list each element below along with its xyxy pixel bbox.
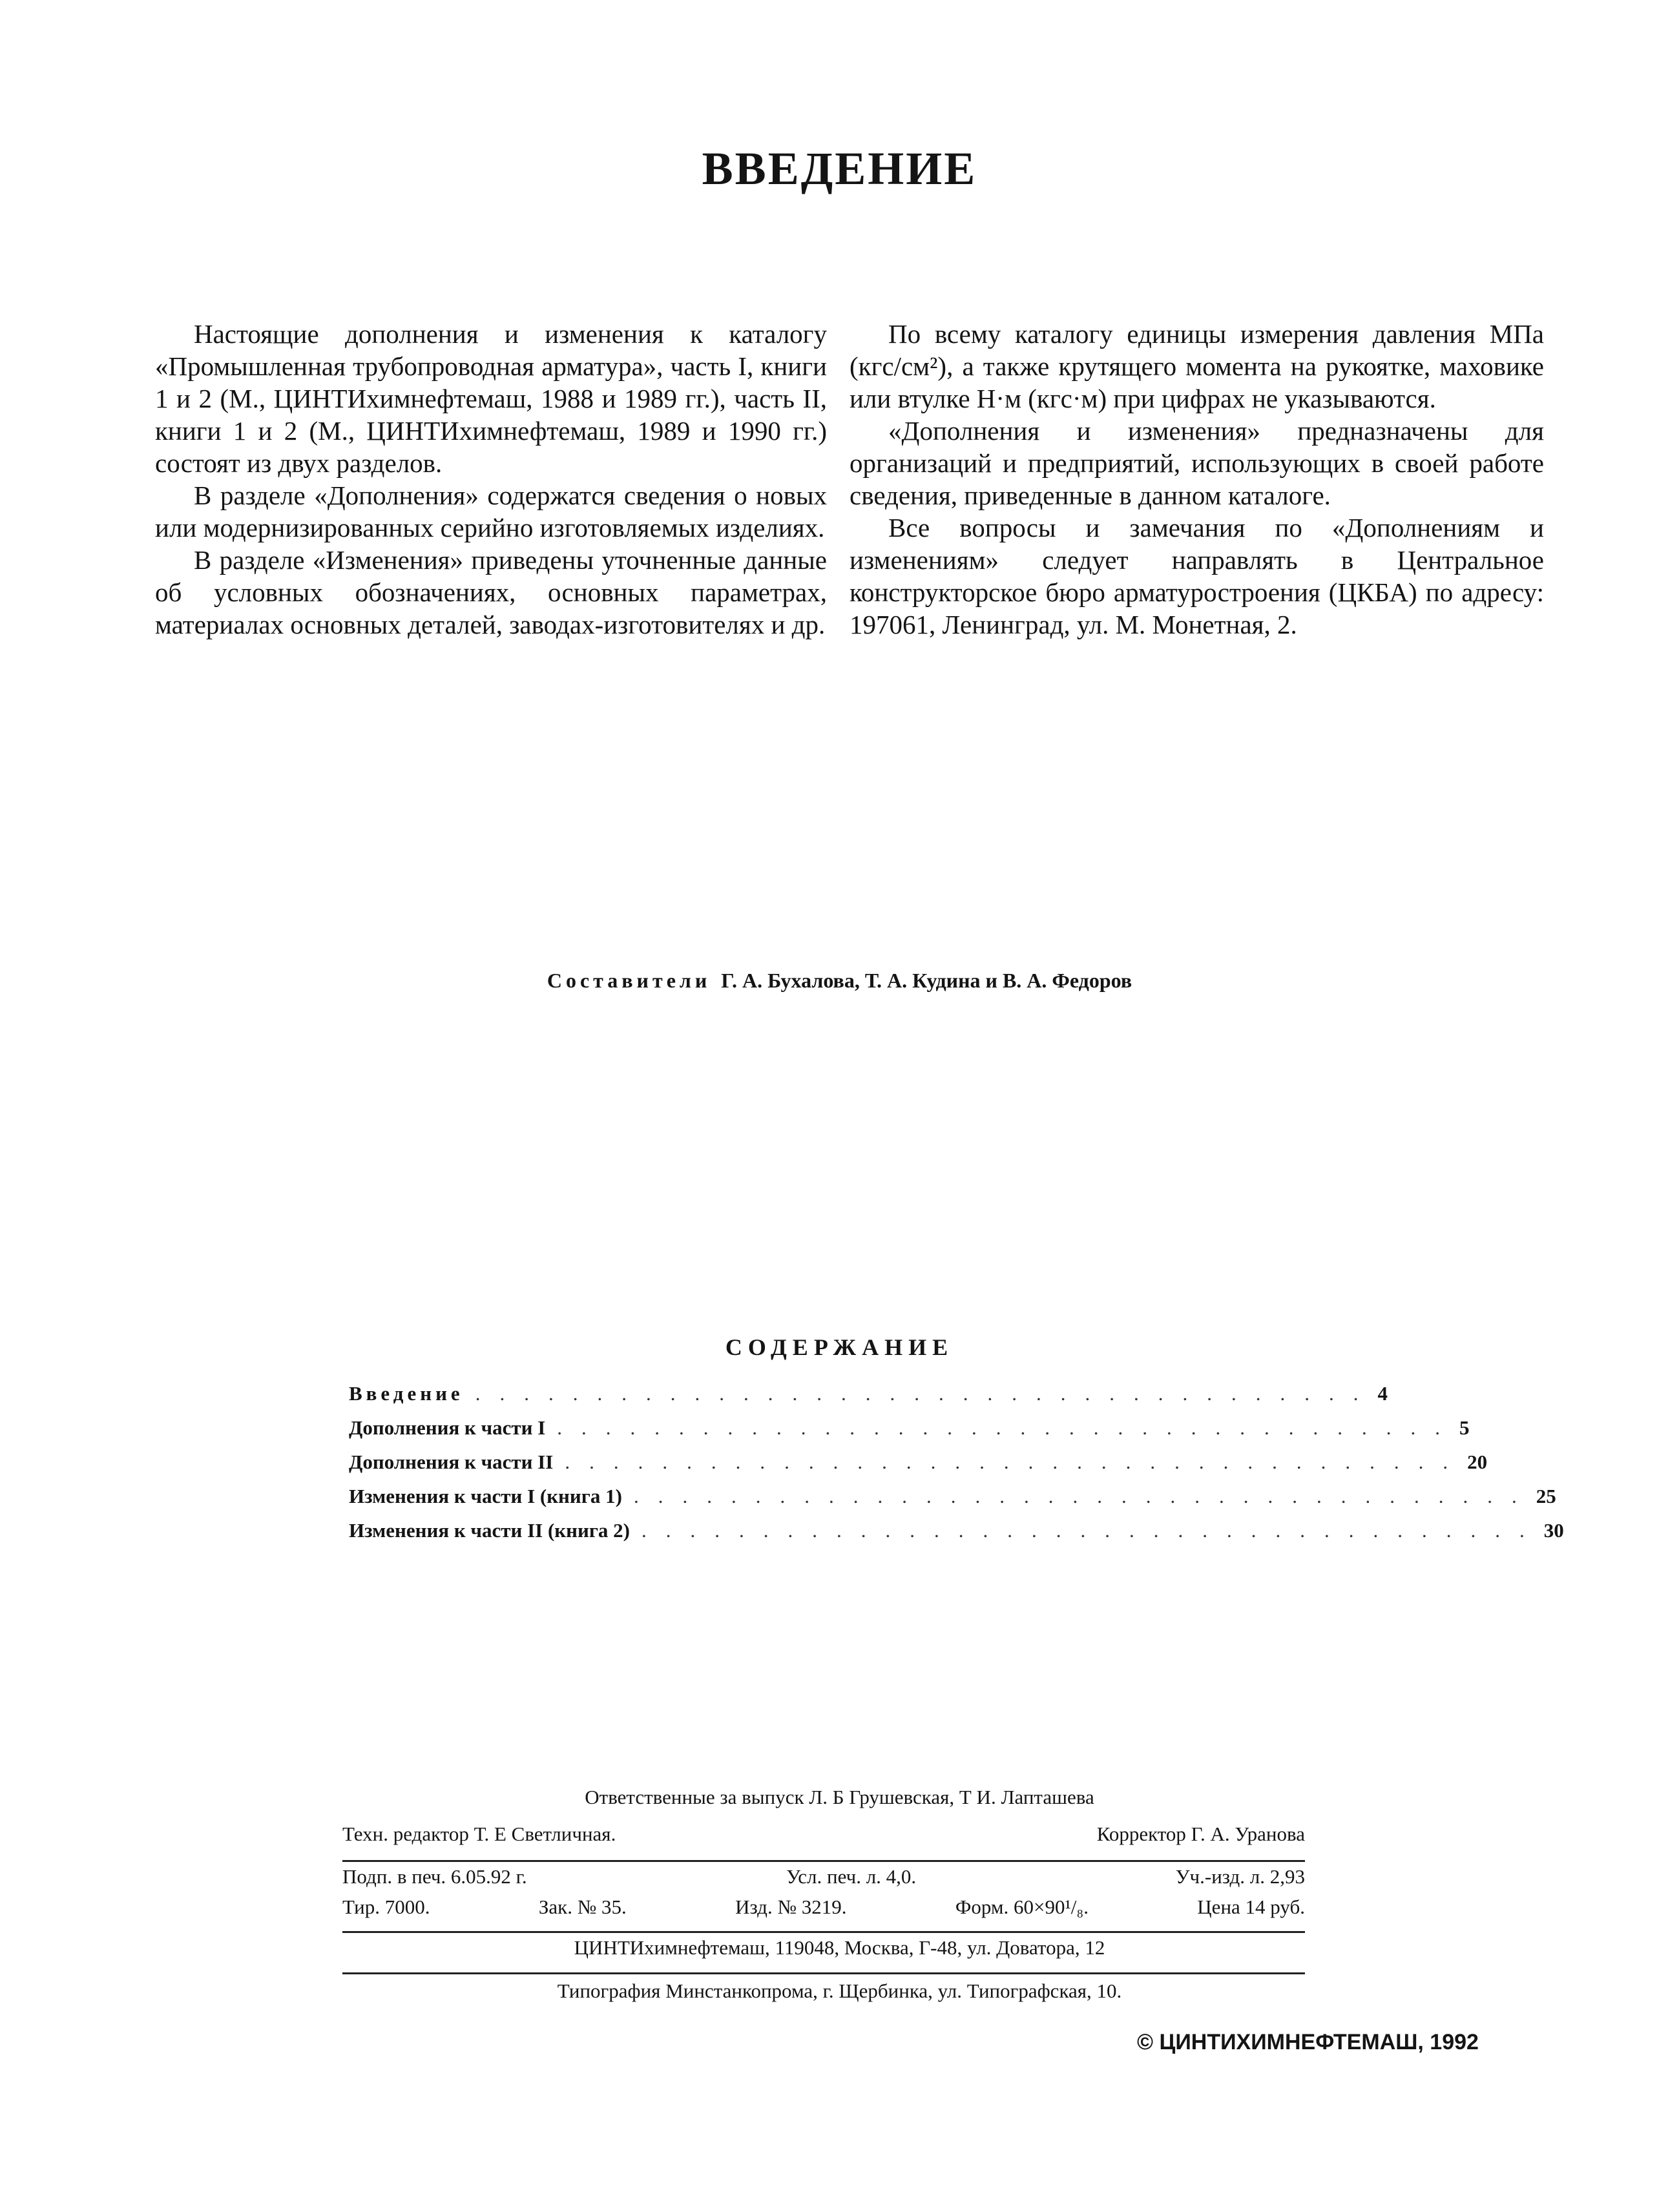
table-of-contents xyxy=(349,1382,1564,1553)
intro-right-column xyxy=(850,318,1544,641)
toc-item[interactable] xyxy=(349,1382,1388,1416)
compilers-label: Составители xyxy=(547,969,711,992)
toc-item[interactable] xyxy=(349,1416,1470,1451)
compilers-line xyxy=(0,969,1679,993)
toc-item-label: Дополнения к части II xyxy=(349,1451,554,1473)
toc-item-page: 5 xyxy=(1459,1416,1470,1439)
toc-leader-dots: ..................................... xyxy=(641,1519,1544,1542)
printed-sheets: Усл. печ. л. 4,0. xyxy=(786,1865,917,1888)
toc-item[interactable] xyxy=(349,1451,1488,1485)
toc-leader-dots: ..................................... xyxy=(475,1382,1378,1405)
toc-item-label: Введение xyxy=(349,1382,464,1405)
toc-leader-dots: ..................................... xyxy=(633,1485,1536,1507)
toc-item-label: Дополнения к части I xyxy=(349,1416,546,1439)
divider xyxy=(342,1972,1305,1974)
toc-item-label: Изменения к части I (книга 1) xyxy=(349,1485,622,1507)
toc-heading: СОДЕРЖАНИЕ xyxy=(725,1334,954,1360)
paragraph: В разделе «Дополнения» содержатся сведения о новых или модернизированных серийно изготовляемых изделиях. xyxy=(155,481,827,543)
edition-number: Изд. № 3219. xyxy=(735,1896,847,1918)
order-number: Зак. № 35. xyxy=(538,1896,627,1918)
copyright-notice: © ЦИНТИХИМНЕФТЕМАШ, 1992 xyxy=(1137,2030,1479,2054)
toc-leader-dots: ..................................... xyxy=(557,1416,1460,1439)
toc-item-page: 4 xyxy=(1377,1382,1388,1405)
imprint-row-1 xyxy=(342,1865,1305,1888)
page-title: ВВЕДЕНИЕ xyxy=(702,143,977,194)
tech-editor: Техн. редактор Т. Е Светличная. xyxy=(342,1823,616,1845)
print-run: Тир. 7000. xyxy=(342,1896,430,1918)
responsible-persons: Ответственные за выпуск Л. Б Грушевская, Т И. Лапташева xyxy=(585,1786,1094,1808)
divider xyxy=(342,1931,1305,1933)
publisher-sheets: Уч.-изд. л. 2,93 xyxy=(1175,1865,1305,1888)
paragraph: По всему каталогу единицы измерения давления МПа (кгс/см²), а также крутящего момента на рукоятке, маховике или втулке Н·м (кгс·м) при цифрах не указываются. xyxy=(850,319,1544,413)
toc-item[interactable] xyxy=(349,1485,1556,1519)
paragraph: Настоящие дополнения и изменения к каталогу «Промышленная трубопроводная арматура», часть I, книги 1 и 2 (М., ЦИНТИхимнефтемаш, 1988 и 1989 гг.), часть II, книги 1 и 2 (М., ЦИНТИхимнефтемаш, 1989 и 1990 гг.) состоят из двух разделов. xyxy=(155,319,827,478)
signed-to-print: Подп. в печ. 6.05.92 г. xyxy=(342,1865,527,1888)
toc-item-label: Изменения к части II (книга 2) xyxy=(349,1519,630,1542)
format: Форм. 60×90¹/₈. xyxy=(955,1896,1089,1918)
publisher-address: ЦИНТИхимнефтемаш, 119048, Москва, Г-48, ул. Доватора, 12 xyxy=(574,1936,1105,1959)
corrector: Корректор Г. А. Уранова xyxy=(1096,1823,1305,1845)
toc-item-page: 20 xyxy=(1467,1451,1488,1473)
toc-item-page: 30 xyxy=(1543,1519,1564,1542)
paragraph: В разделе «Изменения» приведены уточненные данные об условных обозначениях, основных параметрах, материалах основных деталей, заводах-изготовителях и др. xyxy=(155,545,827,639)
imprint-row-2 xyxy=(342,1896,1305,1919)
compilers-names: Г. А. Бухалова, Т. А. Кудина и В. А. Федоров xyxy=(721,969,1132,992)
toc-leader-dots: ..................................... xyxy=(565,1451,1468,1473)
divider xyxy=(342,1860,1305,1862)
editors-line xyxy=(342,1823,1305,1846)
paragraph: Все вопросы и замечания по «Дополнениям и изменениям» следует направлять в Центральное конструкторское бюро арматуростроения (ЦКБА) по адресу: 197061, Ленинград, ул. М. Монетная, 2. xyxy=(850,513,1544,639)
price: Цена 14 руб. xyxy=(1197,1896,1305,1918)
toc-item[interactable] xyxy=(349,1519,1564,1553)
toc-item-page: 25 xyxy=(1536,1485,1556,1507)
paragraph: «Дополнения и изменения» предназначены для организаций и предприятий, использующих в своей работе сведения, приведенные в данном каталоге. xyxy=(850,416,1544,510)
printer-address: Типография Минстанкопрома, г. Щербинка, ул. Типографская, 10. xyxy=(557,1979,1122,2002)
intro-left-column xyxy=(155,318,827,641)
